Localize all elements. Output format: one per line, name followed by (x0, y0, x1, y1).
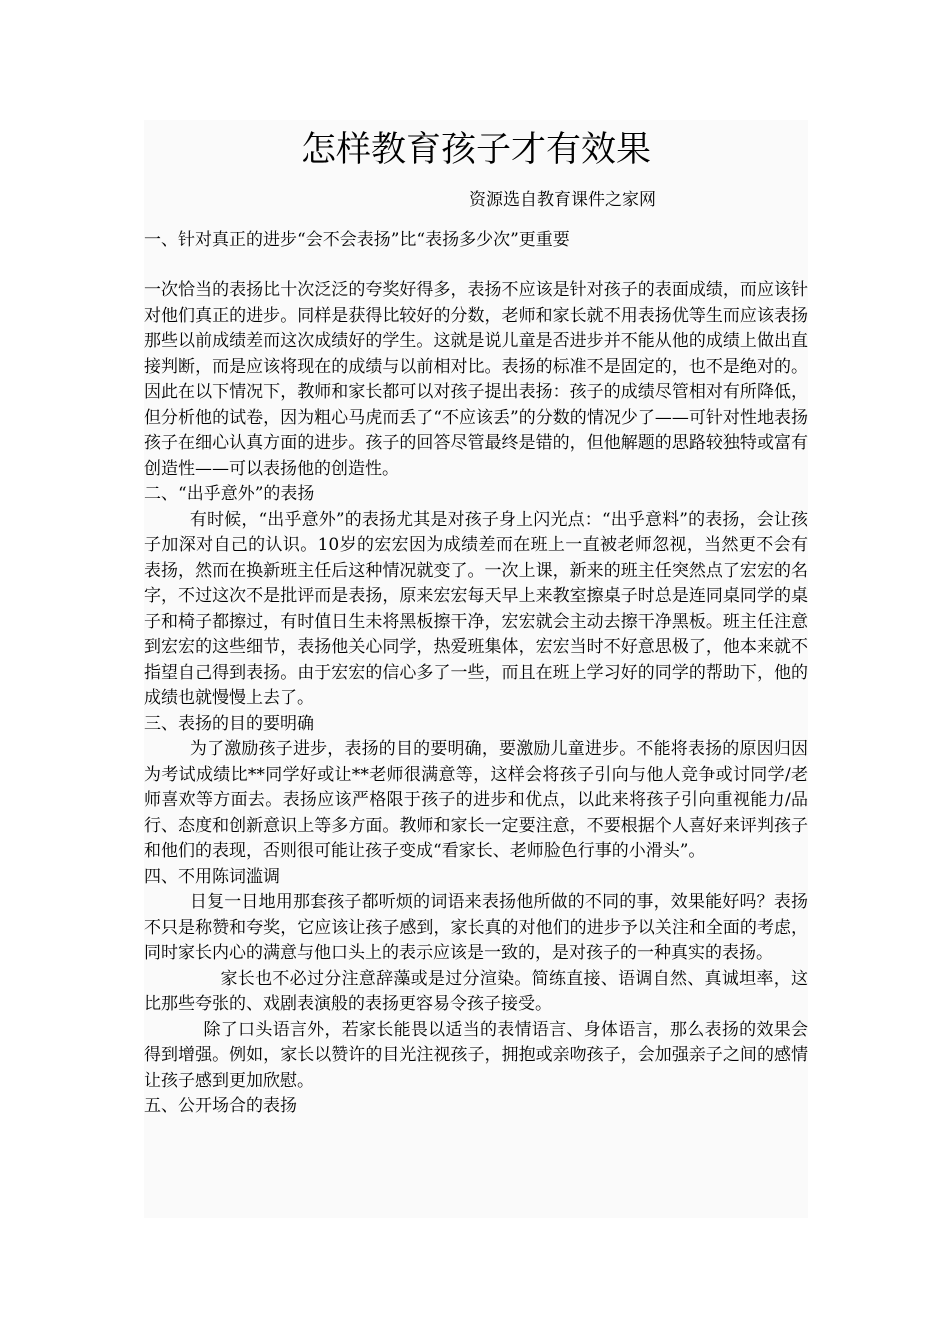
section-heading-2: 二、“出乎意外”的表扬 (144, 484, 315, 504)
section-4-paragraph-1: 日复一日地用那套孩子都听烦的词语来表扬他所做的不同的事，效果能好吗？表扬不只是称赞和夸奖，它应该让孩子感到，家长真的对他们的进步予以关注和全面的考虑，同时家长内心的满意与他口头上的表示应该是一致的，是对孩子的一种真实的表扬。 (144, 892, 808, 963)
section-4-paragraph-2: 家长也不必过分注意辞藻或是过分渲染。简练直接、语调自然、真诚坦率，这比那些夸张的、戏剧表演般的表扬更容易令孩子接受。 (144, 968, 808, 1014)
section-4-paragraph-3: 除了口头语言外，若家长能畏以适当的表情语言、身体语言，那么表扬的效果会得到增强。例如，家长以赞许的目光注视孩子，拥抱或亲吻孩子，会加强亲子之间的感情让孩子感到更加欣慰。 (144, 1019, 808, 1091)
section-2-paragraph-1: 有时候，“出乎意外”的表扬尤其是对孩子身上闪光点：“出乎意料”的表扬，会让孩子加深对自己的认识。10岁的宏宏因为成绩差而在班上一直被老师忽视，当然更不会有表扬，然而在换新班主任后这种情况就变了。一次上课，新来的班主任突然点了宏宏的名字，不过这次不是批评而是表扬，原来宏宏每天早上来教室擦桌子时总是连同桌同学的桌子和椅子都擦过，有时值日生未将黑板擦干净，宏宏就会主动去擦干净黑板。班主任注意到宏宏的这些细节，表扬他关心同学，热爱班集体，宏宏当时不好意思极了，他本来就不指望自己得到表扬。由于宏宏的信心多了一些，而且在班上学习好的同学的帮助下，他的成绩也就慢慢上去了。 (144, 509, 808, 708)
section-1-paragraph-1: 一次恰当的表扬比十次泛泛的夸奖好得多，表扬不应该是针对孩子的表面成绩，而应该针对他们真正的进步。同样是获得比较好的分数，老师和家长就不用表扬优等生而应该表扬那些以前成绩差而这次成绩好的学生。这就是说儿童是否进步并不能从他的成绩上做出直接判断，而是应该将现在的成绩与以前相对比。表扬的标准不是固定的，也不是绝对的。因此在以下情况下，教师和家长都可以对孩子提出表扬：孩子的成绩尽管相对有所降低，但分析他的试卷，因为粗心马虎而丢了“不应该丢”的分数的情况少了——可针对性地表扬孩子在细心认真方面的进步。孩子的回答尽管最终是错的，但他解题的思路较独特或富有创造性——可以表扬他的创造性。 (144, 280, 808, 479)
section-heading-1: 一、针对真正的进步“会不会表扬”比“表扬多少次”更重要 (144, 229, 570, 250)
section-heading-3: 三、表扬的目的要明确 (144, 713, 314, 734)
document-body (144, 124, 808, 1120)
document-source: 资源选自教育课件之家网 (469, 190, 656, 210)
section-heading-5: 五、公开场合的表扬 (144, 1096, 297, 1116)
section-3-paragraph-1: 为了激励孩子进步，表扬的目的要明确，要激励儿童进步。不能将表扬的原因归因为考试成绩比**同学好或让**老师很满意等，这样会将孩子引向与他人竞争或讨同学/老师喜欢等方面去。表扬应该严格限于孩子的进步和优点，以此来将孩子引向重视能力/品行、态度和创新意识上等多方面。教师和家长一定要注意，不要根据个人喜好来评判孩子和他们的表现，否则很可能让孩子变成“看家长、老师脸色行事的小滑头”。 (144, 739, 808, 861)
section-heading-4: 四、不用陈词滥调 (144, 866, 280, 887)
document-title: 怎样教育孩子才有效果 (300, 130, 651, 170)
